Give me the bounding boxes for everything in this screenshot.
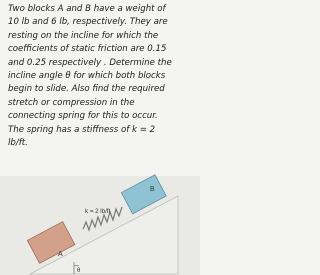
block-a-label: A xyxy=(58,251,63,258)
problem-line: resting on the incline for which the xyxy=(8,30,159,41)
spring-label: k = 2 lb/ft xyxy=(85,208,111,215)
problem-line: coefficients of static friction are 0.15 xyxy=(8,44,167,55)
problem-line: and 0.25 respectively . Determine the xyxy=(8,57,172,68)
block-b-label: B xyxy=(150,186,155,193)
problem-line: lb/ft. xyxy=(8,138,28,149)
problem-line: begin to slide. Also find the required xyxy=(8,84,165,95)
angle-label: θ xyxy=(77,268,81,274)
problem-line: connecting spring for this to occur. xyxy=(8,111,158,122)
problem-line: 10 lb and 6 lb, respectively. They are xyxy=(8,17,168,28)
problem-line: Two blocks A and B have a weight of xyxy=(8,4,166,14)
problem-line: incline angle θ for which both blocks xyxy=(8,71,166,82)
problem-line: stretch or compression in the xyxy=(8,97,135,108)
problem-line: The spring has a stiffness of k = 2 xyxy=(8,124,156,135)
